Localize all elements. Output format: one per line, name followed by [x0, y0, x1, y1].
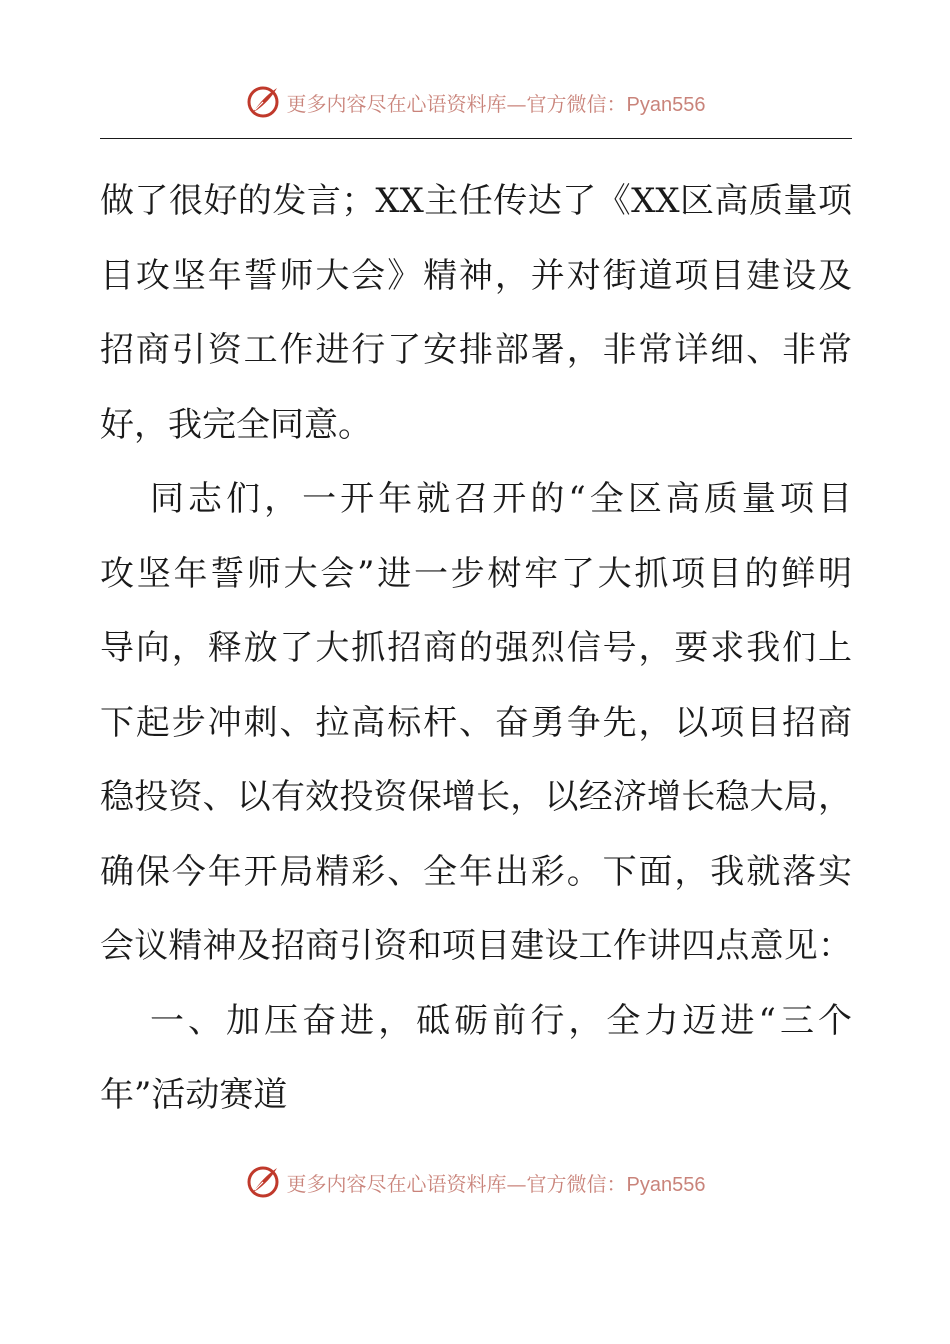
quill-logo-icon — [245, 1164, 281, 1200]
quill-logo-icon — [245, 84, 281, 120]
section-heading-line: 年”活动赛道 — [100, 1075, 288, 1115]
document-body — [100, 164, 852, 1133]
footer-banner-text: 更多内容尽在心语资料库—官方微信：Pyan556 — [286, 1171, 706, 1196]
text-line: 同志们，一开年就召开的“全区高质量项目 — [150, 479, 852, 519]
text-line: 下起步冲刺、拉高标杆、奋勇争先，以项目招商 — [100, 702, 852, 743]
header-banner-text: 更多内容尽在心语资料库—官方微信：Pyan556 — [286, 91, 706, 116]
section-heading-line: 一、加压奋进，砥砺前行，全力迈进“三个 — [150, 1000, 852, 1041]
text-line: 会议精神及招商引资和项目建设工作讲四点意见： — [100, 926, 852, 966]
text-line: 导向，释放了大抓招商的强烈信号，要求我们上 — [100, 628, 852, 668]
text-line: 目攻坚年誓师大会》精神，并对街道项目建设及 — [100, 255, 852, 296]
text-line: 招商引资工作进行了安排部署，非常详细、非常 — [100, 330, 852, 370]
text-line: 确保今年开局精彩、全年出彩。下面，我就落实 — [100, 851, 852, 892]
footer-banner — [0, 1162, 950, 1202]
text-line: 稳投资、以有效投资保增长，以经济增长稳大局， — [100, 777, 852, 817]
text-line: 攻坚年誓师大会”进一步树牢了大抓项目的鲜明 — [100, 553, 852, 594]
text-line: 做了很好的发言；XX主任传达了《XX区高质量项 — [100, 181, 852, 221]
text-line: 好，我完全同意。 — [100, 404, 372, 445]
header-banner — [0, 82, 950, 122]
header-divider — [100, 138, 852, 139]
